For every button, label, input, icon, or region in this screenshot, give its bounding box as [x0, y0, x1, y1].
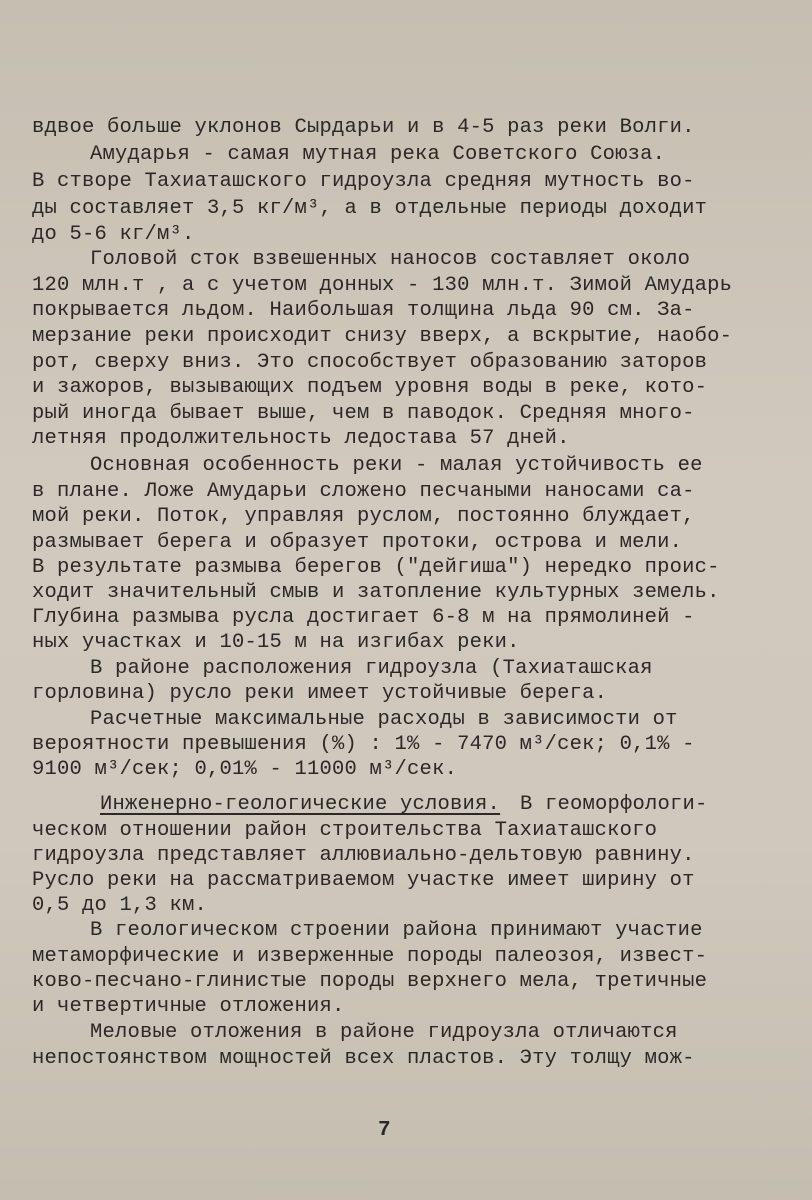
- text-line: мерзание реки происходит снизу вверх, а вскрытие, наобо-: [32, 325, 733, 348]
- text-line: и четвертичные отложения.: [32, 995, 345, 1018]
- text-line: ных участках и 10-15 м на изгибах реки.: [32, 631, 520, 654]
- text-line: ходит значительный смыв и затопление культурных земель.: [32, 581, 720, 604]
- text-line: В геоморфологи-: [520, 793, 708, 816]
- text-line: вероятности превышения (%) : 1% - 7470 м³/сек; 0,1% -: [32, 733, 695, 756]
- text-line: В результате размыва берегов ("дейгиша") нередко проис-: [32, 556, 720, 579]
- text-line: ково-песчано-глинистые породы верхнего мела, третичные: [32, 970, 708, 993]
- text-line: 9100 м³/сек; 0,01% - 11000 м³/сек.: [32, 758, 458, 781]
- text-line: непостоянством мощностей всех пластов. Эту толщу мож-: [32, 1047, 695, 1070]
- text-line: метаморфические и изверженные породы палеозоя, извест-: [32, 945, 708, 968]
- text-line: Глубина размыва русла достигает 6-8 м на прямолиней -: [32, 606, 695, 629]
- page-number: 7: [378, 1119, 391, 1142]
- text-line: Амударья - самая мутная река Советского Союза.: [90, 143, 666, 166]
- text-line: В створе Тахиаташского гидроузла средняя мутность во-: [32, 170, 695, 193]
- text-line: В геологическом строении района принимают участие: [90, 919, 703, 942]
- text-line: до 5-6 кг/м³.: [32, 223, 195, 246]
- text-line: Расчетные максимальные расходы в зависимости от: [90, 708, 678, 731]
- text-line: покрывается льдом. Наибольшая толщина льда 90 см. За-: [32, 299, 695, 322]
- text-line: Основная особенность реки - малая устойчивость ее: [90, 454, 703, 477]
- text-line: ды составляет 3,5 кг/м³, а в отдельные периоды доходит: [32, 197, 708, 220]
- text-line: рот, сверху вниз. Это способствует образованию заторов: [32, 351, 708, 374]
- text-line: 120 млн.т , а с учетом донных - 130 млн.т. Зимой Амударь: [32, 274, 733, 297]
- text-line: летняя продолжительность ледостава 57 дней.: [32, 427, 570, 450]
- text-line: В районе расположения гидроузла (Тахиаташская: [90, 657, 653, 680]
- text-line: горловина) русло реки имеет устойчивые берега.: [32, 682, 608, 705]
- text-line: в плане. Ложе Амударьи сложено песчаными наносами са-: [32, 480, 695, 503]
- text-line: и зажоров, вызывающих подъем уровня воды в реке, кото-: [32, 376, 708, 399]
- text-line: гидроузла представляет аллювиально-дельтовую равнину.: [32, 844, 695, 867]
- text-line: Меловые отложения в районе гидроузла отличаются: [90, 1021, 678, 1044]
- text-line: Русло реки на рассматриваемом участке имеет ширину от: [32, 869, 695, 892]
- section-heading: Инженерно-геологические условия.: [100, 793, 501, 816]
- text-line: мой реки. Поток, управляя руслом, постоянно блуждает,: [32, 505, 695, 528]
- text-line: рый иногда бывает выше, чем в паводок. Средняя много-: [32, 402, 695, 425]
- text-line: вдвое больше уклонов Сырдарьи и в 4-5 раз реки Волги.: [32, 116, 695, 139]
- text-line: ческом отношении район строительства Тахиаташского: [32, 819, 658, 842]
- text-line: размывает берега и образует протоки, острова и мели.: [32, 531, 683, 554]
- text-line: Головой сток взвешенных наносов составляет около: [90, 248, 691, 271]
- text-line: 0,5 до 1,3 км.: [32, 894, 208, 917]
